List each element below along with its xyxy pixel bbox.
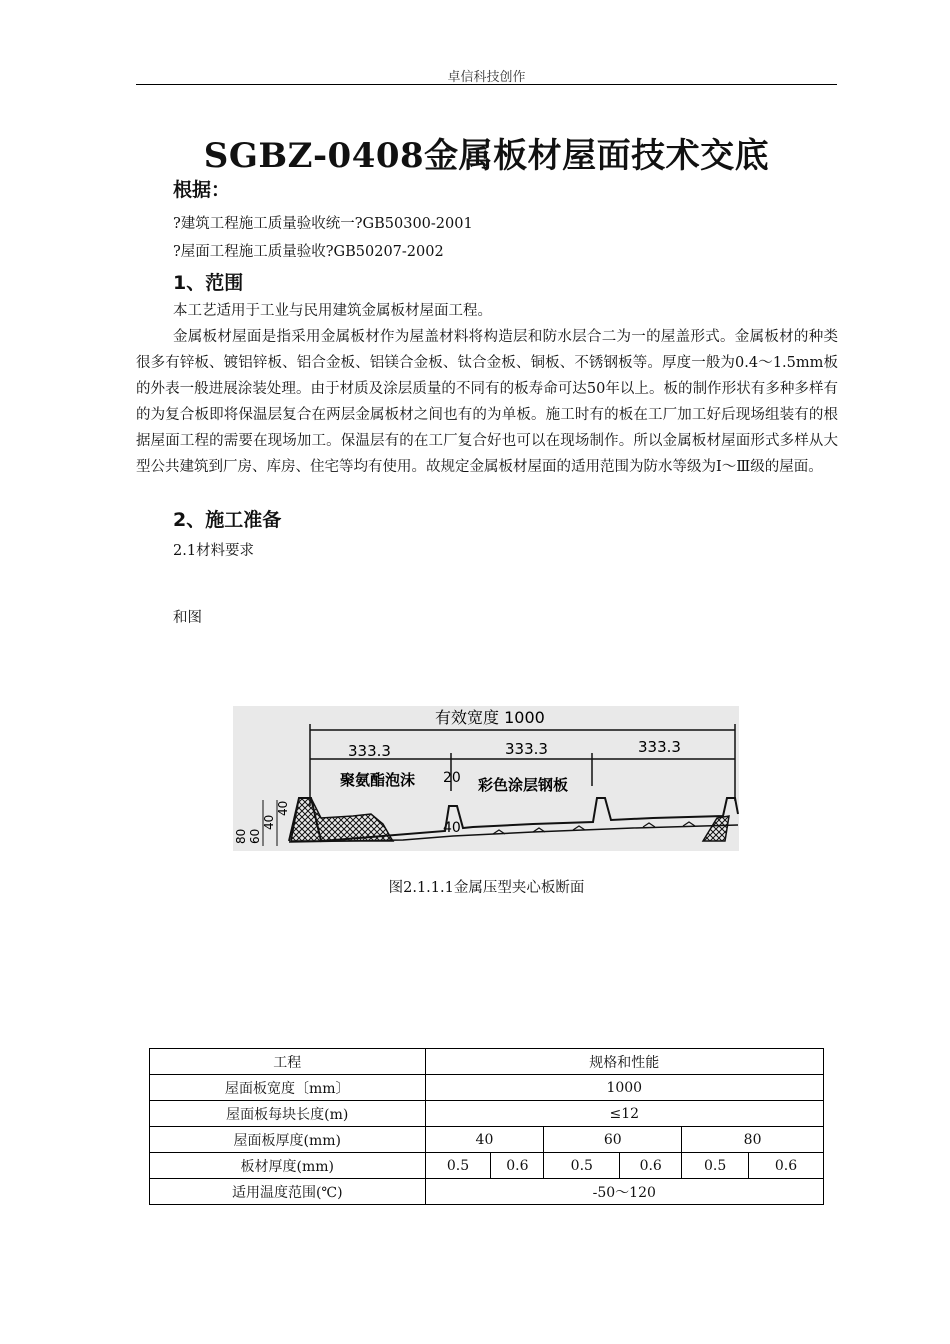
document-title: SGBZ-0408金属板材屋面技术交底 [203,136,770,176]
table-row [150,1153,824,1179]
table-cell-label: 适用温度范围(℃) [150,1179,426,1205]
page-header: 卓信科技创作 [447,70,526,85]
sandwich-panel-figure [233,706,739,851]
table-cell: 0.6 [749,1153,824,1179]
table-row [150,1179,824,1205]
table-cell: 40 [425,1127,544,1153]
foam-fill [703,816,729,841]
table-cell-label: 屋面板每块长度(m) [150,1101,426,1127]
segment-width-label: 333.3 [638,738,681,756]
section-1-heading: 1、范围 [173,272,244,294]
table-row [150,1127,824,1153]
rib-height-label: 20 [443,770,461,786]
rib-width-label: 40 [443,820,461,836]
height-label: 40 [262,814,276,830]
table-cell: -50～120 [425,1179,823,1205]
section-1-paragraph-1: 本工艺适用于工业与民用建筑金属板材屋面工程。 [173,303,492,319]
height-label: 80 [234,828,248,844]
subsection-2-1-label: 2.1材料要求 [173,543,255,559]
section-2-heading: 2、施工准备 [173,509,282,531]
table-cell: 0.6 [620,1153,682,1179]
table-cell: 60 [544,1127,682,1153]
table-cell-label: 屋面板宽度〔mm〕 [150,1075,426,1101]
table-cell: ≤12 [425,1101,823,1127]
basis-item: ?建筑工程施工质量验收统一?GB50300-2001 [173,216,473,232]
basis-item: ?屋面工程施工质量验收?GB50207-2002 [173,244,444,260]
table-row [150,1049,824,1075]
table-cell: 80 [682,1127,824,1153]
table-header-item: 工程 [150,1049,426,1075]
foam-fill [291,798,393,841]
segment-width-label: 333.3 [348,742,391,760]
foam-label: 聚氨酯泡沫 [340,771,416,789]
header-rule [136,84,837,85]
table-row [150,1101,824,1127]
table-cell-label: 屋面板厚度(mm) [150,1127,426,1153]
table-row [150,1075,824,1101]
table-cell: 0.5 [544,1153,620,1179]
height-label: 60 [248,828,262,844]
steel-label: 彩色涂层钢板 [478,776,569,794]
table-cell: 0.5 [425,1153,491,1179]
figure-caption: 图2.1.1.1金属压型夹心板断面 [388,880,585,896]
table-cell: 0.6 [491,1153,544,1179]
table-cell: 0.5 [682,1153,749,1179]
height-label: 40 [276,800,290,816]
table-cell: 1000 [425,1075,823,1101]
basis-heading: 根据： [173,179,231,201]
segment-width-label: 333.3 [505,740,548,758]
table-cell-label: 板材厚度(mm) [150,1153,426,1179]
table-header-spec: 规格和性能 [425,1049,823,1075]
figure-note: 和图 [173,610,202,626]
effective-width-label: 有效宽度 1000 [435,708,545,727]
section-1-paragraph-2: 金属板材屋面是指采用金属板材作为屋盖材料将构造层和防水层合二为一的屋盖形式。金属板材的种类很多有锌板、镀铝锌板、铝合金板、铝镁合金板、钛合金板、铜板、不锈钢板等。厚度一般为0.4～1.5mm板的外表一般进展涂装处理。由于材质及涂层质量的不同有的板寿命可达50年以上。板的制作形状有多种多样有的为复合板即将保温层复合在两层金属板材之间也有的为单板。施工时有的板在工厂加工好后现场组装有的根据屋面工程的需要在现场加工。保温层有的在工厂复合好也可以在现场制作。所以金属板材屋面形式多样从大型公共建筑到厂房、库房、住宅等均有使用。故规定金属板材屋面的适用范围为防水等级为Ⅰ～Ⅲ级的屋面。 [136,329,838,475]
panel-spec-table [149,1048,824,1205]
